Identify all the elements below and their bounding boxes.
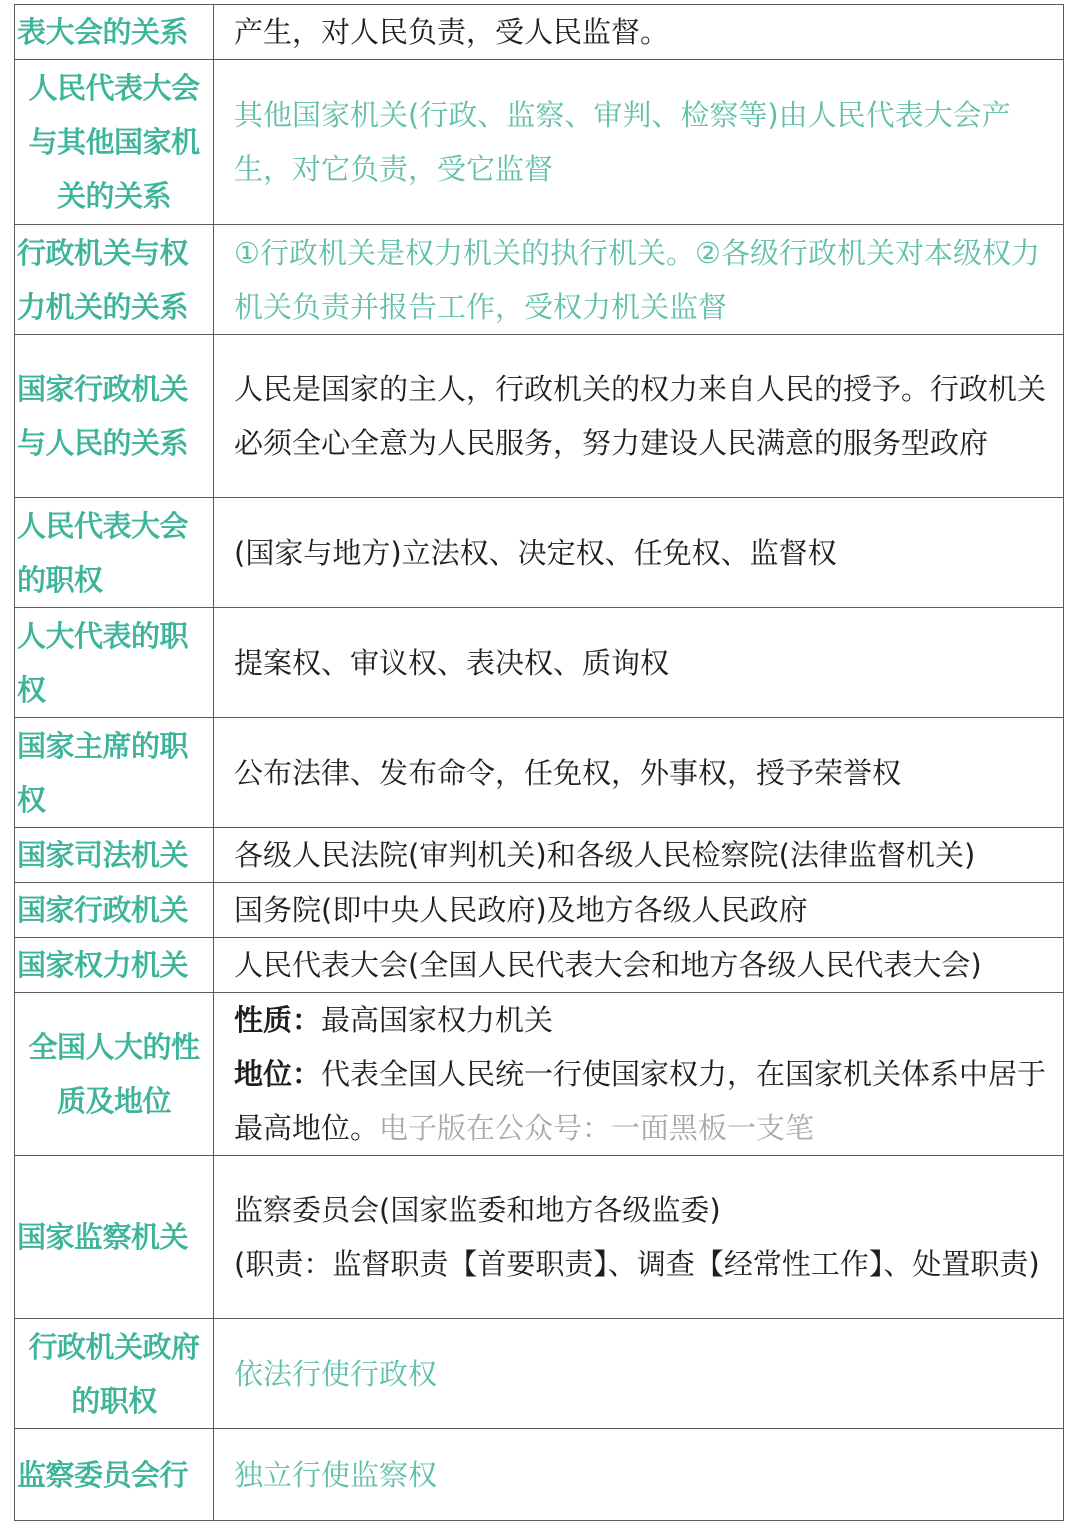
table-row (15, 938, 1064, 993)
term-cell: 人民代表大会 的职权 (15, 498, 214, 608)
table-row (15, 335, 1064, 498)
term-cell: 国家权力机关 (15, 938, 214, 993)
term-cell: 行政机关与权 力机关的关系 (15, 225, 214, 335)
nature-line (234, 993, 1059, 1047)
description-cell: 独立行使监察权 (214, 1429, 1064, 1521)
knowledge-table (14, 4, 1064, 1521)
term-cell: 国家行政机关 与人民的关系 (15, 335, 214, 498)
table-row (15, 1156, 1064, 1319)
supervision-line-1: 监察委员会(国家监委和地方各级监委) (234, 1193, 721, 1227)
term-cell: 国家行政机关 (15, 883, 214, 938)
table-row (15, 608, 1064, 718)
description-cell: 人民是国家的主人，行政机关的权力来自人民的授予。行政机关必须全心全意为人民服务，努力建设人民满意的服务型政府 (214, 335, 1064, 498)
term-cell: 表大会的关系 (15, 5, 214, 60)
status-label: 地位： (234, 1057, 322, 1091)
description-cell (214, 993, 1064, 1156)
table-row (15, 828, 1064, 883)
term-cell: 人大代表的职 权 (15, 608, 214, 718)
table-row (15, 60, 1064, 225)
description-cell: 提案权、审议权、表决权、质询权 (214, 608, 1064, 718)
description-cell: ①行政机关是权力机关的执行机关。②各级行政机关对本级权力机关负责并报告工作，受权力机关监督 (214, 225, 1064, 335)
description-cell: 国务院(即中央人民政府)及地方各级人民政府 (214, 883, 1064, 938)
nature-text: 最高国家权力机关 (321, 1003, 554, 1037)
table-row (15, 883, 1064, 938)
description-cell: 产生，对人民负责，受人民监督。 (214, 5, 1064, 60)
term-cell: 国家主席的职 权 (15, 718, 214, 828)
table-row (15, 498, 1064, 608)
term-cell: 国家司法机关 (15, 828, 214, 883)
table-row (15, 5, 1064, 60)
status-text: 代表全国人民统一行使国家权力，在国家机关体系中居于最高地位。 (234, 1057, 1047, 1145)
term-cell: 全国人大的性 质及地位 (15, 993, 214, 1156)
status-line (234, 1047, 1059, 1155)
supervision-line-2: (职责：监督职责【首要职责】、调查【经常性工作】、处置职责) (234, 1247, 1040, 1281)
term-cell: 行政机关政府 的职权 (15, 1319, 214, 1429)
description-cell: (国家与地方)立法权、决定权、任免权、监督权 (214, 498, 1064, 608)
knowledge-table-page (14, 4, 1064, 1521)
watermark-text: 电子版在公众号：一面黑板一支笔 (379, 1111, 815, 1145)
description-cell (214, 1156, 1064, 1319)
nature-label: 性质： (234, 1003, 322, 1037)
table-row (15, 993, 1064, 1156)
term-cell: 监察委员会行 (15, 1429, 214, 1521)
description-cell: 其他国家机关(行政、监察、审判、检察等)由人民代表大会产生，对它负责，受它监督 (214, 60, 1064, 225)
table-row (15, 225, 1064, 335)
description-cell: 依法行使行政权 (214, 1319, 1064, 1429)
term-cell: 国家监察机关 (15, 1156, 214, 1319)
term-cell: 人民代表大会 与其他国家机 关的关系 (15, 60, 214, 225)
description-cell: 各级人民法院(审判机关)和各级人民检察院(法律监督机关) (214, 828, 1064, 883)
table-row (15, 1429, 1064, 1521)
table-row (15, 1319, 1064, 1429)
description-cell: 公布法律、发布命令，任免权，外事权，授予荣誉权 (214, 718, 1064, 828)
description-cell: 人民代表大会(全国人民代表大会和地方各级人民代表大会) (214, 938, 1064, 993)
table-row (15, 718, 1064, 828)
